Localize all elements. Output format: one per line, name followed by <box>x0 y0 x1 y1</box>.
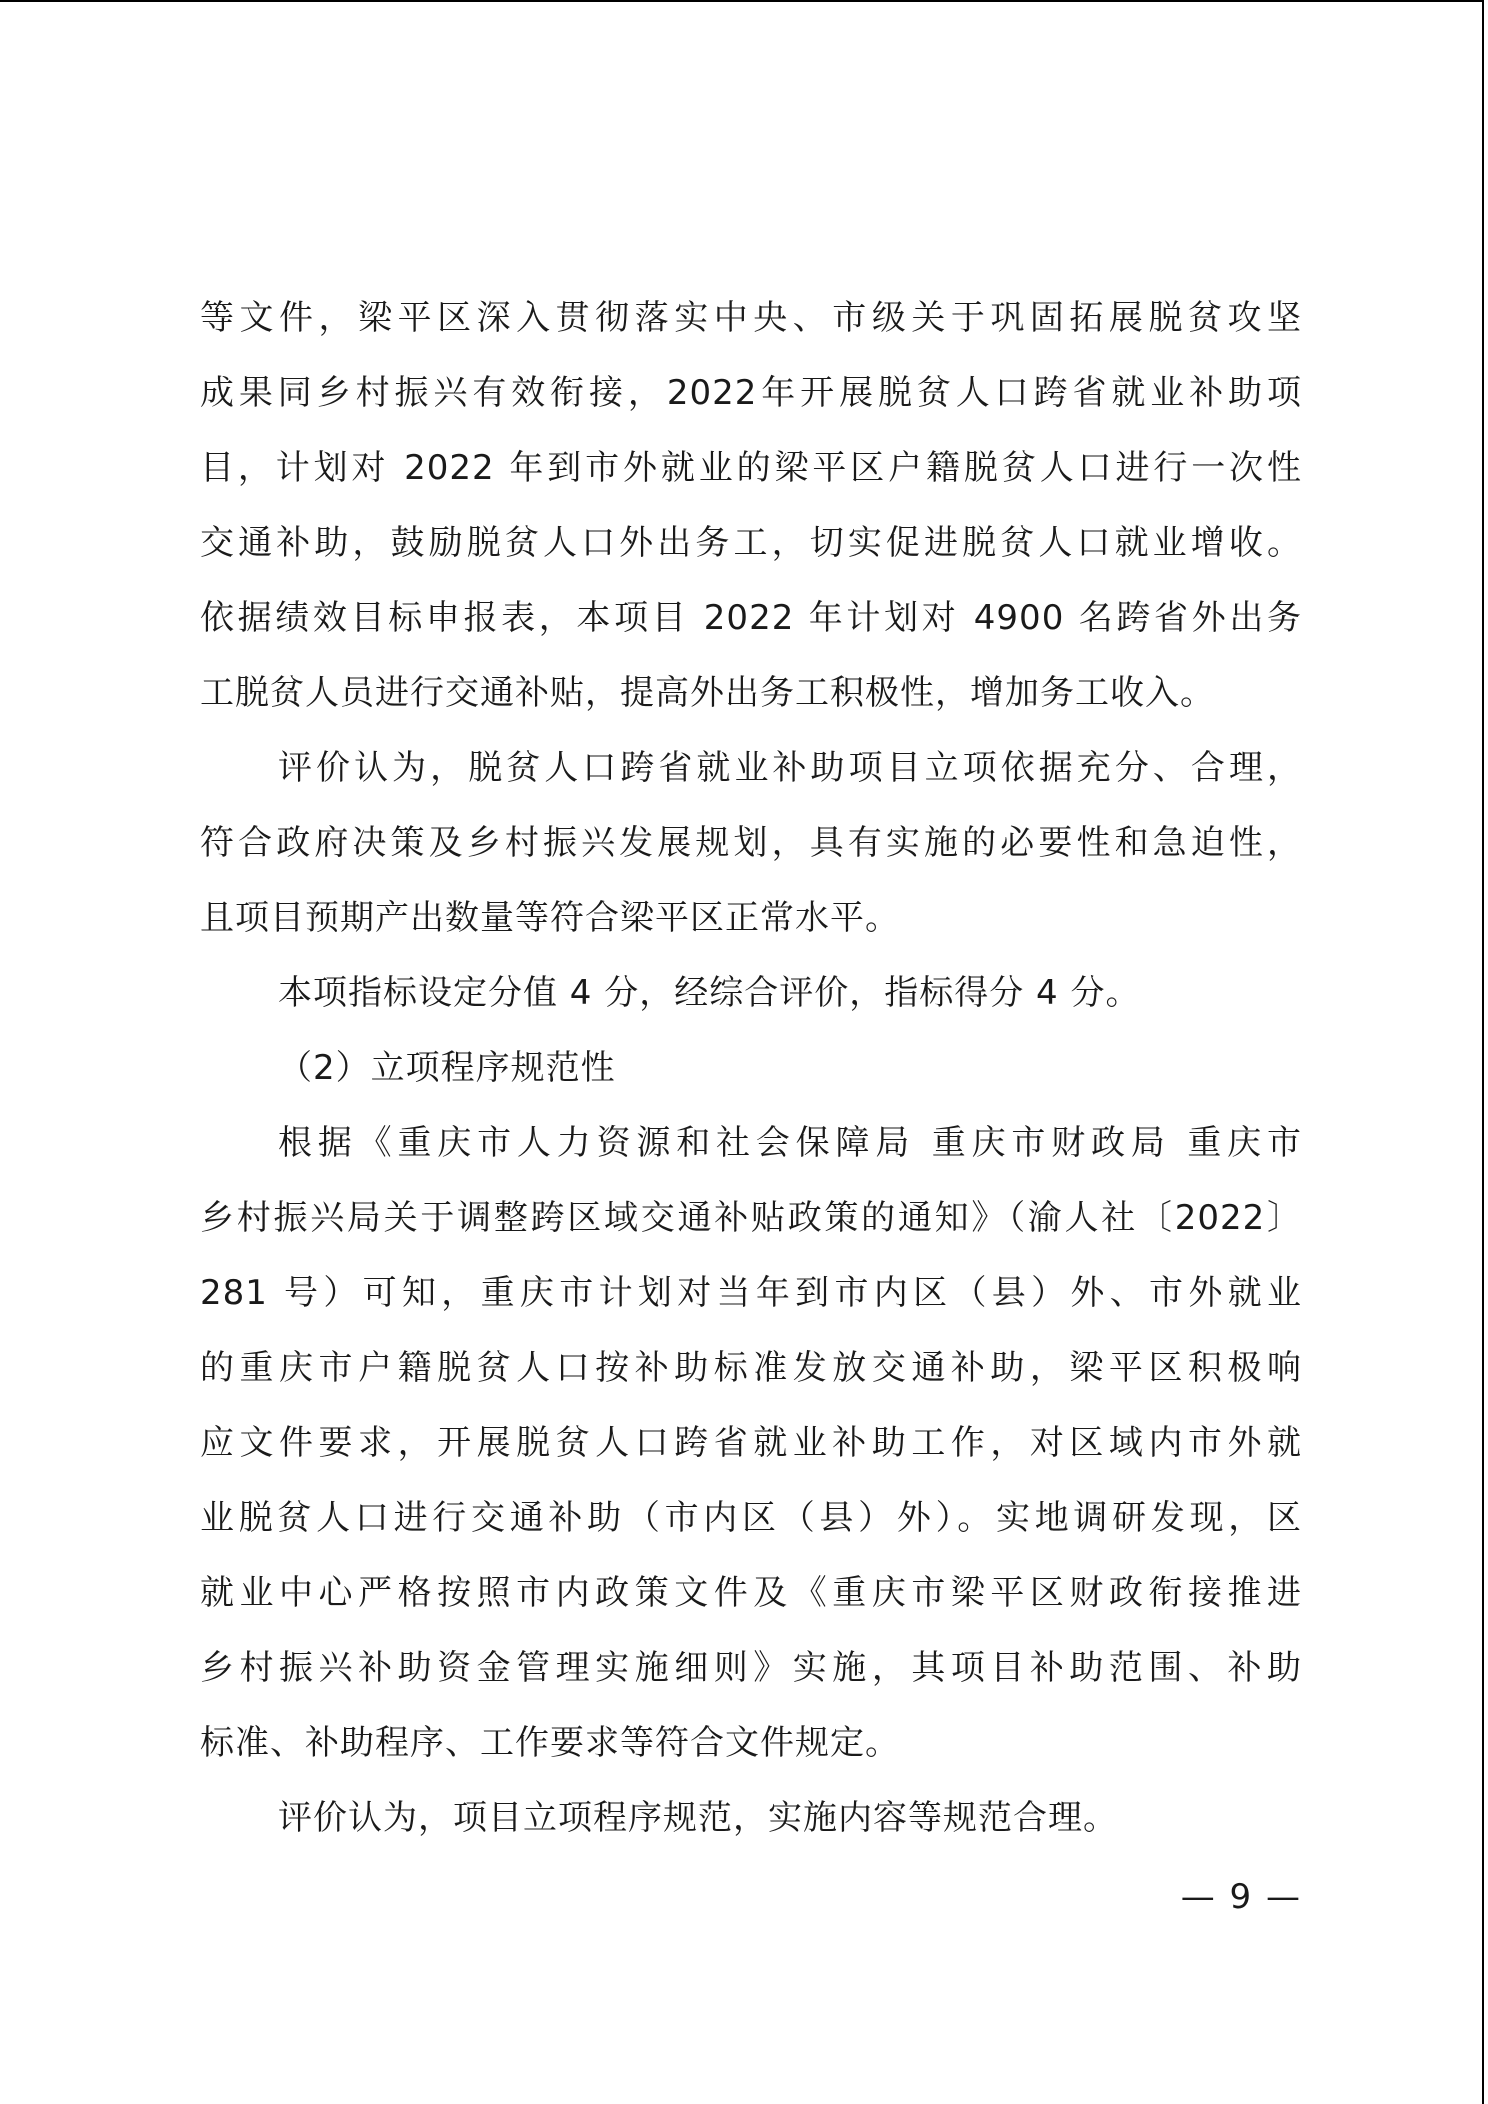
text-line: 就业中心严格按照市内政策文件及《重庆市梁平区财政衔接推进 <box>200 1573 1302 1613</box>
text-line: 281 号）可知，重庆市计划对当年到市内区（县）外、市外就业 <box>200 1273 1302 1313</box>
page-number: — 9 — <box>1180 1877 1302 1917</box>
text-line: 依据绩效目标申报表，本项目 2022 年计划对 4900 名跨省外出务 <box>200 598 1302 638</box>
text-line: 业脱贫人口进行交通补助（市内区（县）外）。实地调研发现，区 <box>200 1498 1302 1538</box>
text-line: 交通补助，鼓励脱贫人口外出务工，切实促进脱贫人口就业增收。 <box>200 523 1302 563</box>
text-line: 本项指标设定分值 4 分，经综合评价，指标得分 4 分。 <box>278 973 1141 1013</box>
paragraph <box>200 731 1302 956</box>
text-line: 应文件要求，开展脱贫人口跨省就业补助工作，对区域内市外就 <box>200 1423 1302 1463</box>
text-line: 乡村振兴补助资金管理实施细则》实施，其项目补助范围、补助 <box>200 1648 1302 1688</box>
text-line: 评价认为，脱贫人口跨省就业补助项目立项依据充分、合理， <box>278 748 1302 788</box>
text-line: 符合政府决策及乡村振兴发展规划，具有实施的必要性和急迫性， <box>200 823 1302 863</box>
text-line: 乡村振兴局关于调整跨区域交通补贴政策的通知》（渝人社〔2022〕 <box>200 1198 1302 1238</box>
text-line: 根据《重庆市人力资源和社会保障局 重庆市财政局 重庆市 <box>278 1123 1302 1163</box>
paragraph <box>200 281 1302 731</box>
text-line: 评价认为，项目立项程序规范，实施内容等规范合理。 <box>278 1798 1118 1838</box>
paragraph <box>200 956 1302 1031</box>
text-line: 标准、补助程序、工作要求等符合文件规定。 <box>200 1723 900 1763</box>
paragraph <box>200 1781 1302 1856</box>
body-text <box>200 281 1302 1856</box>
text-line: （2）立项程序规范性 <box>278 1048 616 1088</box>
paragraph <box>200 1106 1302 1781</box>
text-line: 等文件，梁平区深入贯彻落实中央、市级关于巩固拓展脱贫攻坚 <box>200 298 1302 338</box>
text-line: 且项目预期产出数量等符合梁平区正常水平。 <box>200 898 900 938</box>
text-line: 工脱贫人员进行交通补贴，提高外出务工积极性，增加务工收入。 <box>200 673 1215 713</box>
text-line: 目，计划对 2022 年到市外就业的梁平区户籍脱贫人口进行一次性 <box>200 448 1302 488</box>
text-line: 成果同乡村振兴有效衔接，2022年开展脱贫人口跨省就业补助项 <box>200 373 1302 413</box>
paragraph <box>200 1031 1302 1106</box>
text-line: 的重庆市户籍脱贫人口按补助标准发放交通补助，梁平区积极响 <box>200 1348 1302 1388</box>
